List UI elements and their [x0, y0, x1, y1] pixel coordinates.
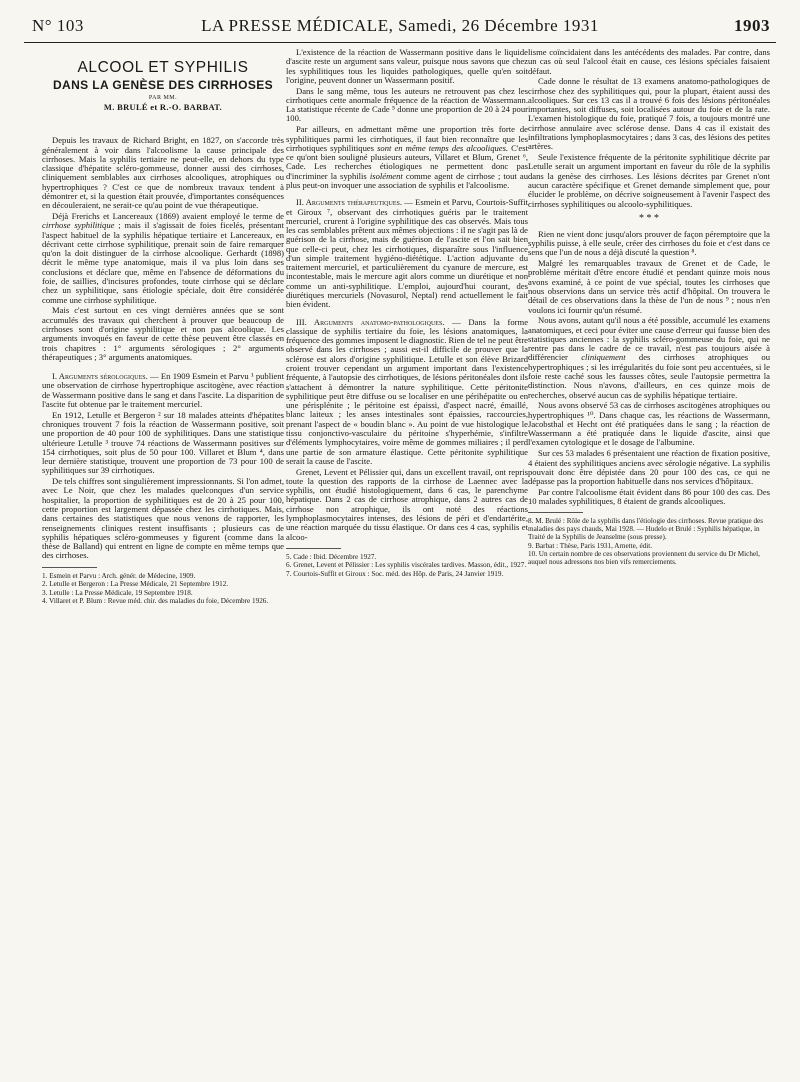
article-par: PAR MM. — [148, 94, 178, 101]
page-number: N° 103 — [32, 16, 84, 35]
paragraph: Par ailleurs, en admettant même une proportion très forte de syphilitiques parmi les cirrhotiques, il faut bien reconnaître que les cirrhotiques syphilitiques sont en même temps des alcooliques. C'est ce qu'ont bien souligné plusieurs auteurs, Villaret et Blum, Grenet ⁶, Cade. Les recherches étiologiques ne permettent donc pas d'incriminer la syphilis isolément comme agent de cirrhose ; tout au plus peut-on invoquer une association de syphilis et l'alcoolisme. — [286, 124, 528, 190]
page-header — [24, 14, 776, 38]
paragraph: III. Arguments anatomo-pathologiques. — Dans la forme classique de syphilis tertiaire du foie, les lésions anatomiques, la fréquence des gommes imposent le diagnostic. Rien de tel ne peut être observé dans les cirrhoses ; aussi est-il difficile de prouver que la sclérose est alors d'origine syphilitique. Letulle et son élève Brizard croient trouver cependant un argument important dans l'existence fréquente, à l'autopsie des cirrhotiques, de lésions péritonéales dont ils s'attachent à démontrer la nature syphilitique. Cette péritonite syphilitique peut être diffuse ou se localiser en une périhépatite ou en une périsplénite ; le péritoine est épaissi, d'aspect nacré, émaillé, blanc laiteux ; les anses intestinales sont épaissies, raccourcies, prenant l'aspect de « boudin blanc ». Au point de vue histologique le tissu conjonctivo-vasculaire du péritoine s'hyperhémie, s'infiltre d'éléments lymphocytaires, voire même de gommes miliaires ; il perd une partie de son armature élastique. Cette péritonite syphilitique serait la cause de l'ascite. — [286, 316, 529, 466]
footnote: 2. Letulle et Bergeron : La Presse Médicale, 21 Septembre 1912. — [42, 580, 229, 589]
footnotes — [42, 573, 284, 606]
footnotes — [286, 554, 528, 579]
article-title: ALCOOL ET SYPHILIS — [77, 59, 249, 76]
article-title-block — [42, 60, 284, 112]
paragraph: En 1912, Letulle et Bergeron ² sur 18 malades atteints d'hépatites chroniques trouvent 7 fois la réaction de Wassermann positive, soit une proportion de 40 pour 100 de syphilitiques. Dans une statistique ultérieure Letulle ³ trouve 74 réactions de Wassermann positives sur 154 cirrhotiques, soit plus de 50 pour 100. Villaret et Blum ⁴, dans leur dernière statistique, trouvent une proportion de 73 pour 100 de syphilitiques sur 39 cirrhotiques. — [42, 409, 284, 476]
footnote: 3. Letulle : La Presse Médicale, 19 Septembre 1918. — [42, 588, 193, 597]
section-heading: II. Arguments thérapeutiques. — [296, 197, 402, 208]
paragraph: Seule l'existence fréquente de la péritonite syphilitique décrite par Letulle serait un argument important en faveur du rôle de la syphilis dans la genèse des cirrhoses. Les lésions décrites par Grenet n'ont aucun caractère spécifique et Grenet demande simplement que, pour élucider le problème, on décrive soigneusement à l'avenir l'aspect des cirrhoses syphilitiques ou alcoolo-syphilitiques. — [528, 152, 770, 209]
running-title: LA PRESSE MÉDICALE, Samedi, 26 Décembre 1931 — [201, 16, 599, 35]
footnotes — [528, 518, 770, 567]
article-subtitle: DANS LA GENÈSE DES CIRRHOSES — [52, 77, 274, 92]
paragraph: Nous avons, autant qu'il nous a été possible, accumulé les examens anatomiques, et ceci pour éviter une cause d'erreur qui fausse bien des statistiques anciennes : la syphilis scléro-gommeuse du foie, qui ne rentre pas dans le cadre de ce travail, n'est pas toujours aisée à différencier cliniquement des cirrhoses atrophiques ou hypertrophiques ; si les irrégularités du foie sont peu accentuées, si le foie reste caché sous les fausses côtes, seule l'autopsie permettra la distinction. Nous n'avons, d'ailleurs, en ces quinze mois de recherches, observé aucun cas de syphilis hépatique tertiaire. — [528, 315, 770, 400]
footnote: 8. M. Brulé : Rôle de la syphilis dans l'étiologie des cirrhoses. Revue pratique des maladies des pays chauds, Mai 1928. — Hudelo et Brulé : Syphilis hépatique, in Traité de la Syphilis de Jeanselme (sous presse). — [528, 517, 764, 542]
paragraph: Depuis les travaux de Richard Bright, en 1827, on s'accorde très généralement à voir dans l'alcoolisme la cause principale des cirrhoses. Mais la syphilis tertiaire ne peut-elle, en dehors du type classique d'hépatite scléro-gommeuse, donner aussi des cirrhoses, cliniquement semblables aux cirrhoses alcooliques, atrophiques ou hypertrophiques ? C'est ce que de nombreux travaux tendent à démontrer et, si la question était prouvée, d'importantes conséquences en découleraient, ne serait-ce qu'au point de vue thérapeutique. — [42, 135, 284, 211]
section-heading: I. Arguments sérologiques. — [52, 371, 148, 382]
footnote: 9. Barbat : Thèse, Paris 1931, Arnette, édit. — [528, 541, 653, 550]
footnote: 6. Grenet, Levent et Pélissier : Les syphilis viscérales tardives. Masson, édit., 1927. — [286, 561, 527, 570]
paragraph: Dans le sang même, tous les auteurs ne retrouvent pas chez les cirrhotiques cette anormale fréquence de la réaction de Wassermann. La statistique récente de Cade ⁵ donne une proportion de 20 à 24 pour 100. — [286, 85, 528, 124]
paragraph: II. Arguments thérapeutiques. — Esmein et Parvu, Courtois-Suffit et Giroux ⁷, observant des cirrhotiques guéris par le traitement mercuriel, crurent à l'origine syphilitique des cas observés. Mais tous les cas semblables prêtent aux mêmes objections : il ne s'agit pas là de guérison de la cirrhose, mais de guérison de l'ascite et l'on sait bien que celle-ci peut, chez les cirrhotiques, disparaître sous l'influence d'un simple traitement hygiéno-diététique. L'action adjuvante du traitement mercuriel, et particulièrement du cyanure de mercure, est incontestable, mais le mercure agit alors comme un diurétique et non comme un anti-syphilitique. L'emploi, aujourd'hui courant, des diurétiques mercuriels (Novasurol, Neptal) rend actuellement le fait bien évident. — [286, 197, 528, 310]
footnote: 7. Courtois-Suffit et Giroux : Soc. méd. des Hôp. de Paris, 24 Janvier 1919. — [286, 569, 504, 578]
footnote-separator — [286, 548, 341, 549]
footnote-separator — [42, 567, 97, 568]
footnote-separator — [528, 512, 583, 513]
folio: 1903 — [734, 16, 770, 35]
footnote: 5. Cade : Ibid. Décembre 1927. — [286, 552, 377, 561]
paragraph: Déjà Frerichs et Lancereaux (1869) avaient employé le terme de cirrhose syphilitique ; mais il s'agissait de foies ficelés, présentant l'aspect habituel de la syphilis hépatique tertiaire et Lancereaux, en décrivant cette cirrhose syphilitique, prenait soin de faire remarquer qu'on la doit distinguer de la cirrhose alcoolique. Gerhardt (1898) décrit le même type anatomique, mais il va plus loin dans ses conclusions et déclare que, même en l'absence de déformations du foie, de saillies, d'incisures profondes, toute cirrhose qui se déclare chez un syphilitique, sans étiologie spéciale, doit être considérée comme une cirrhose syphilitique. — [42, 211, 284, 305]
paragraph: Grenet, Levent et Pélissier qui, dans un excellent travail, ont repris toute la question des rapports de la cirrhose de Laennec avec la syphilis, ont étudié histologiquement, dans 6 cas, le parenchyme hépatique. Dans 2 cas de cirrhose atrophique, dans 2 autres cas de cirrhose non atrophique, ils ont noté des réactions lymphoplasmocytaires intenses, des lésions de péri et d'endartérite, une réaction marquée du tissu élastique. Or dans ces 4 cas, syphilis et alcoo- — [286, 466, 528, 542]
section-stars: * * * — [639, 212, 659, 224]
footnote: 10. Un certain nombre de ces observations proviennent du service du Dr Michel, auquel nous adressons nos bien vifs remerciements. — [528, 550, 760, 567]
paragraph: Par contre l'alcoolisme était évident dans 86 pour 100 des cas. Des 10 malades syphilitiques, 8 étaient de grands alcooliques. — [528, 486, 770, 507]
article-authors: M. BRULÉ et R.-O. BARBAT. — [103, 102, 223, 113]
paragraph: I. Arguments sérologiques. — En 1909 Esmein et Parvu ¹ publient une observation de cirrhose hypertrophique ascitogène, avec réaction de Wassermann positive dans le sang et dans l'ascite. La disparition de l'ascite fut obtenue par le traitement mercuriel. — [42, 371, 284, 409]
column-1 — [42, 48, 284, 606]
section-heading: III. Arguments anatomo-pathologiques. — [296, 316, 445, 327]
header-rule — [24, 42, 776, 43]
paragraph: L'existence de la réaction de Wassermann positive dans le liquide d'ascite reste un argument sans valeur, puisque nous savons que chez les syphilitiques tous les liquides pathologiques, quelle qu'en soit l'origine, peuvent donner un Wassermann positif. — [286, 47, 528, 85]
column-2 — [286, 48, 528, 579]
column-3 — [528, 48, 770, 567]
paragraph: Sur ces 53 malades 6 présentaient une réaction de fixation positive, 4 étaient des syphilitiques anciens avec sérologie négative. La syphilis pouvait donc être dépistée dans 20 pour 100 des cas, ce qui ne dépasse pas la proportion habituelle dans nos services d'hôpitaux. — [528, 448, 770, 487]
paragraph: Mais c'est surtout en ces vingt dernières années que se sont accumulés des travaux qui cherchent à prouver que beaucoup de cirrhoses sont d'origine syphilitique et non pas alcoolique. Les arguments invoqués en faveur de cette thèse peuvent être classés en trois chapitres : 1° arguments sérologiques ; 2° arguments thérapeutiques ; 3° arguments anatomiques. — [42, 305, 284, 362]
paragraph: Rien ne vient donc jusqu'alors prouver de façon péremptoire que la syphilis puisse, à elle seule, créer des cirrhoses du foie et c'est dans ce sens que l'un de nous a déjà discuté la question ⁸. — [528, 228, 770, 258]
paragraph: Malgré les remarquables travaux de Grenet et de Cade, le problème méritait d'être encore étudié et pendant quinze mois nous avons examiné, à ce point de vue spécial, toutes les cirrhoses que nous observions dans un service très actif d'hôpital. On trouvera le détail de ces observations dans la thèse de l'un de nous ⁹ ; nous n'en voulons ici fournir qu'un résumé. — [528, 258, 770, 315]
paragraph: Cade donne le résultat de 13 examens anatomo-pathologiques de cirrhose chez des syphilitiques qui, pour la plupart, étaient aussi des alcooliques. Sur ces 13 cas il a trouvé 6 fois des lésions péritonéales importantes, soit diffuses, soit localisées autour du foie et de la rate. L'examen histologique du foie, pratiqué 7 fois, a toujours montré une cirrhose annulaire avec sclérose dense. Dans 4 cas il existait des infiltrations lymphoplasmocytaires ; dans 3 cas, des lésions des petites artères. — [528, 76, 771, 152]
footnote: 1. Esmein et Parvu : Arch. génér. de Médecine, 1909. — [42, 571, 196, 580]
footnote: 4. Villaret et P. Blum : Revue méd. chir. des maladies du foie, Décembre 1926. — [42, 596, 269, 605]
paragraph: Nous avons observé 53 cas de cirrhoses ascitogènes atrophiques ou hypertrophiques ¹⁰. Dans chaque cas, les réactions de Wassermann, Jacobsthal et Hecht ont été pratiquées dans le sang ; la réaction de Wassermann a été pratiquée dans le liquide d'ascite, ainsi que l'examen cytologique et le dosage de l'albumine. — [528, 400, 770, 448]
paragraph: lisme coïncidaient dans les antécédents des malades. Par contre, dans un cas où seul l'alcool était en cause, ces lésions spéciales faisaient défaut. — [528, 47, 770, 76]
paragraph: De tels chiffres sont singulièrement impressionnants. Si l'on admet, avec Le Noir, que chez les malades quelconques d'un service hospitalier, la proportion de syphilitiques est de 20 à 25 pour 100, cette proportion est largement dépassée chez les cirrhotiques. Mais, dans certaines des statistiques que nous venons de rapporter, les renseignements cliniques restent insuffisants ; plusieurs cas de syphilis hépatiques scléro-gommeuses y figurent (comme dans la thèse de Balland) qui entrent en ligne de compte en même temps que des cirrhoses. — [42, 476, 284, 561]
